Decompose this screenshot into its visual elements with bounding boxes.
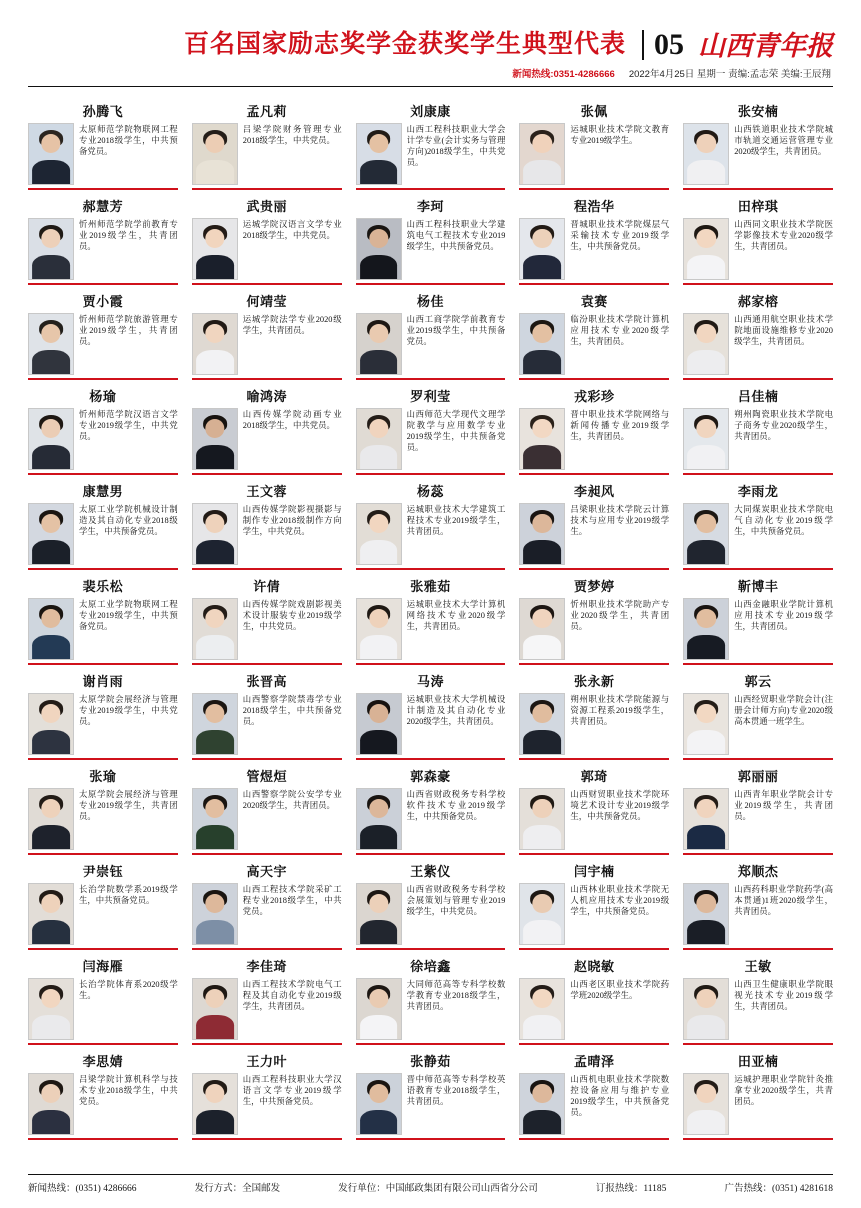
student-name: 贾小霞 (82, 294, 124, 309)
student-name: 郑顺杰 (737, 864, 779, 879)
student-name: 李珂 (416, 199, 444, 214)
card-underline (519, 568, 669, 570)
student-description: 山西同文职业技术学院医学影像技术专业2020级学生，共青团员。 (734, 220, 833, 252)
student-description: 山西传媒学院动画专业2018级学生，中共党员。 (242, 410, 342, 431)
card-underline (356, 948, 506, 950)
student-card (356, 1051, 506, 1140)
card-underline (192, 378, 342, 380)
student-name: 徐培鑫 (410, 959, 451, 974)
card-underline (683, 473, 833, 475)
student-name: 郝慧芳 (82, 199, 124, 214)
card-underline (356, 758, 506, 760)
student-photo (192, 598, 238, 660)
footer-subscribe: 订报热线：11185 (595, 1184, 667, 1194)
masthead-divider (28, 86, 833, 87)
student-photo (192, 218, 238, 280)
student-description: 吕梁学院计算机科学与技术专业2018级学生，中共党员。 (79, 1075, 178, 1107)
student-description: 忻州职业技术学院助产专业2020级学生，共青团员。 (570, 600, 670, 632)
student-card (28, 1051, 178, 1140)
student-card (192, 291, 342, 380)
card-underline (192, 663, 342, 665)
student-name: 靳博丰 (737, 579, 779, 594)
card-underline (192, 1043, 342, 1045)
issue-meta: 2022年4月25日 星期一 责编:孟志荣 美编:王辰翔 (628, 69, 831, 80)
student-card (519, 291, 669, 380)
student-photo (356, 598, 402, 660)
student-name: 戎彩珍 (574, 389, 615, 404)
student-photo (683, 598, 729, 660)
student-card (192, 196, 342, 285)
student-description: 山西省财政税务专科学校会展策划与管理专业2019级学生，中共党员。 (406, 885, 506, 917)
student-card (519, 196, 669, 285)
card-underline (356, 378, 506, 380)
student-description: 朔州职业技术学院能源与资源工程系2019级学生，共青团员。 (570, 695, 670, 727)
card-underline (28, 473, 178, 475)
student-card (356, 196, 506, 285)
student-card (28, 291, 178, 380)
student-photo (356, 218, 402, 280)
student-photo (519, 693, 565, 755)
footer-ads: 广告热线：(0351) 4281618 (724, 1184, 833, 1194)
student-card (192, 766, 342, 855)
student-description: 山西药科职业学院药学(高本贯通)1班2020级学生，共青团员。 (734, 885, 833, 917)
student-photo (28, 408, 74, 470)
student-name: 裴乐松 (82, 579, 124, 594)
student-card (519, 1051, 669, 1140)
card-underline (519, 663, 669, 665)
student-name: 尹崇钰 (82, 864, 124, 879)
student-card (683, 481, 833, 570)
student-card (683, 861, 833, 950)
card-underline (356, 1043, 506, 1045)
student-name: 孟晴泽 (574, 1054, 615, 1069)
student-description: 山西工程科技职业大学会计学专业(会计实务与管理方向)2018级学生，中共党员。 (406, 125, 506, 168)
card-underline (519, 948, 669, 950)
student-name: 武贵丽 (246, 199, 287, 214)
student-photo (356, 693, 402, 755)
student-description: 运城职业技术大学建筑工程技术专业2019级学生，共青团员。 (406, 505, 506, 537)
student-name: 孙腾飞 (82, 104, 124, 119)
student-card (28, 861, 178, 950)
student-name: 张永新 (574, 674, 615, 689)
student-description: 晋中师范高等专科学校英语教育专业2018级学生，共青团员。 (406, 1075, 506, 1107)
student-description: 晋中职业技术学院网络与新闻传播专业2019级学生，共青团员。 (570, 410, 670, 442)
student-description: 临汾职业技术学院计算机应用技术专业2020级学生，共青团员。 (570, 315, 670, 347)
student-card (192, 386, 342, 475)
student-card (683, 291, 833, 380)
student-name: 张静茹 (410, 1054, 451, 1069)
footer-distribution: 发行方式：全国邮发 (194, 1184, 281, 1194)
student-photo (192, 978, 238, 1040)
student-photo (28, 598, 74, 660)
student-name: 刘康康 (410, 104, 451, 119)
student-card (356, 956, 506, 1045)
student-card (519, 481, 669, 570)
student-description: 运城职业技术大学机械设计制造及其自动化专业2020级学生，共青团员。 (406, 695, 506, 727)
student-photo (192, 123, 238, 185)
student-photo (28, 978, 74, 1040)
student-photo (683, 503, 729, 565)
student-description: 运城职业技术大学计算机网络技术专业2020级学生，共青团员。 (406, 600, 506, 632)
card-underline (28, 853, 178, 855)
card-underline (683, 1138, 833, 1140)
card-underline (683, 378, 833, 380)
student-photo (519, 598, 565, 660)
student-photo (356, 313, 402, 375)
student-photo (28, 313, 74, 375)
card-underline (192, 948, 342, 950)
student-name: 张安楠 (737, 104, 779, 119)
card-underline (356, 283, 506, 285)
student-description: 运城学院汉语言文学专业2018级学生，中共党员。 (242, 220, 342, 241)
student-photo (356, 123, 402, 185)
student-photo (683, 313, 729, 375)
student-description: 山西铁道职业技术学院城市轨道交通运营管理专业2020级学生，共青团员。 (734, 125, 833, 157)
card-underline (683, 283, 833, 285)
student-name: 张佩 (580, 104, 608, 119)
card-underline (28, 378, 178, 380)
student-description: 朔州陶瓷职业技术学院电子商务专业2020级学生，共青团员。 (734, 410, 833, 442)
student-description: 山西传媒学院戏剧影视美术设计服装专业2019级学生，中共党员。 (242, 600, 342, 632)
student-photo (28, 123, 74, 185)
student-card (28, 671, 178, 760)
student-card (519, 386, 669, 475)
student-name: 张晋高 (246, 674, 287, 689)
student-photo (519, 1073, 565, 1135)
student-photo (28, 503, 74, 565)
student-name: 王力叶 (246, 1054, 287, 1069)
card-underline (192, 473, 342, 475)
page-title: 百名国家励志奖学金获奖学生典型代表 (183, 31, 626, 58)
card-underline (519, 188, 669, 190)
card-underline (683, 1043, 833, 1045)
student-name: 喻鸿涛 (246, 389, 287, 404)
card-underline (28, 948, 178, 950)
student-photo (683, 978, 729, 1040)
student-description: 忻州师范学院旅游管理专业2019级学生，共青团员。 (79, 315, 178, 347)
student-card (356, 861, 506, 950)
student-description: 山西卫生健康职业学院眼视光技术专业2019级学生，共青团员。 (734, 980, 833, 1012)
card-underline (519, 378, 669, 380)
student-card (519, 671, 669, 760)
student-photo (519, 978, 565, 1040)
student-card (683, 956, 833, 1045)
student-description: 大同煤炭职业技术学院电气自动化专业2019级学生，中共预备党员。 (734, 505, 833, 537)
student-description: 长治学院数学系2019级学生，中共预备党员。 (79, 885, 178, 906)
student-name: 高天宇 (246, 864, 287, 879)
student-description: 山西经贸职业学院会计(注册会计师方向)专业2020级高本贯通一班学生。 (734, 695, 833, 727)
student-photo (28, 218, 74, 280)
student-name: 王敏 (744, 959, 772, 974)
card-underline (356, 188, 506, 190)
student-description: 山西警察学院公安学专业2020级学生，共青团员。 (242, 790, 342, 811)
student-description: 太原工业学院机械设计制造及其自动化专业2018级学生，中共预备党员。 (79, 505, 178, 537)
student-name: 孟凡莉 (246, 104, 287, 119)
student-card (192, 956, 342, 1045)
card-underline (28, 568, 178, 570)
student-photo (192, 313, 238, 375)
page-footer (28, 1174, 833, 1194)
student-name: 罗利莹 (410, 389, 451, 404)
student-name: 吕佳楠 (737, 389, 779, 404)
student-card (356, 766, 506, 855)
student-name: 王文蓉 (246, 484, 287, 499)
card-underline (356, 663, 506, 665)
student-card (683, 766, 833, 855)
student-card (356, 386, 506, 475)
card-underline (683, 853, 833, 855)
student-card (683, 386, 833, 475)
student-name: 何靖莹 (246, 294, 287, 309)
student-card (192, 481, 342, 570)
card-underline (683, 568, 833, 570)
student-card (28, 101, 178, 190)
student-card (519, 861, 669, 950)
student-photo (28, 693, 74, 755)
paper-name: 山西青年报 (698, 31, 833, 61)
student-card (28, 196, 178, 285)
student-description: 长治学院体育系2020级学生。 (79, 980, 178, 1001)
student-photo (519, 408, 565, 470)
student-photo (192, 883, 238, 945)
masthead-subline (28, 66, 833, 80)
student-description: 吕梁学院财务管理专业2018级学生，中共党员。 (242, 125, 342, 146)
news-hotline: 新闻热线:0351-4286666 (512, 69, 615, 80)
student-card (683, 101, 833, 190)
student-description: 太原学院会展经济与管理专业2019级学生，中共党员。 (79, 695, 178, 727)
footer-issuer: 发行单位：中国邮政集团有限公司山西省分公司 (338, 1184, 538, 1194)
card-underline (519, 283, 669, 285)
card-underline (519, 1043, 669, 1045)
card-underline (28, 1043, 178, 1045)
student-photo (683, 883, 729, 945)
card-underline (356, 853, 506, 855)
student-name: 杨蕊 (416, 484, 444, 499)
card-underline (519, 758, 669, 760)
student-card (356, 291, 506, 380)
student-card (192, 576, 342, 665)
card-underline (683, 948, 833, 950)
student-description: 太原工业学院物联网工程专业2019级学生，中共预备党员。 (79, 600, 178, 632)
card-underline (356, 1138, 506, 1140)
student-name: 李昶风 (574, 484, 615, 499)
student-description: 山西通用航空职业技术学院地面设施维修专业2020级学生，共青团员。 (734, 315, 833, 347)
student-card (519, 956, 669, 1045)
student-name: 杨瑜 (89, 389, 117, 404)
student-photo (28, 788, 74, 850)
student-name: 闫海雁 (82, 959, 124, 974)
student-card (683, 1051, 833, 1140)
student-card (683, 671, 833, 760)
card-underline (192, 853, 342, 855)
student-card (28, 766, 178, 855)
student-name: 王紫仪 (410, 864, 451, 879)
student-photo (28, 1073, 74, 1135)
student-photo (192, 503, 238, 565)
student-description: 忻州师范学院学前教育专业2019级学生，共青团员。 (79, 220, 178, 252)
student-name: 许倩 (253, 579, 281, 594)
student-name: 郭云 (744, 674, 772, 689)
student-photo (683, 788, 729, 850)
student-description: 山西工程科技职业大学建筑电气工程技术专业2019级学生，中共预备党员。 (406, 220, 506, 252)
student-name: 谢肖雨 (82, 674, 124, 689)
student-description: 山西工程技术学院电气工程及其自动化专业2019级学生，共青团员。 (242, 980, 342, 1012)
student-name: 闫宇楠 (574, 864, 615, 879)
student-description: 山西工程技术学院采矿工程专业2018级学生，中共党员。 (242, 885, 342, 917)
student-photo (356, 978, 402, 1040)
student-name: 李佳琦 (246, 959, 287, 974)
student-name: 郭琦 (580, 769, 608, 784)
card-underline (28, 663, 178, 665)
student-name: 康慧男 (82, 484, 124, 499)
student-card (192, 101, 342, 190)
card-underline (683, 663, 833, 665)
student-description: 太原师范学院物联网工程专业2018级学生，中共预备党员。 (79, 125, 178, 157)
student-photo (519, 788, 565, 850)
student-description: 大同师范高等专科学校数学教育专业2018级学生，共青团员。 (406, 980, 506, 1012)
student-description: 山西工程科技职业大学汉语言文学专业2019级学生，中共预备党员。 (242, 1075, 342, 1107)
card-underline (519, 853, 669, 855)
card-underline (192, 568, 342, 570)
student-card (192, 1051, 342, 1140)
student-description: 吕梁职业技术学院云计算技术与应用专业2019级学生。 (570, 505, 670, 537)
student-name: 张雅茹 (410, 579, 451, 594)
student-description: 忻州师范学院汉语言文学专业2019级学生，中共党员。 (79, 410, 178, 442)
card-underline (192, 188, 342, 190)
student-photo (519, 313, 565, 375)
student-photo (683, 408, 729, 470)
student-name: 程浩华 (574, 199, 615, 214)
student-card (192, 671, 342, 760)
student-card (683, 576, 833, 665)
student-description: 运城职业技术学院文教育专业2019级学生。 (570, 125, 670, 146)
card-underline (683, 188, 833, 190)
footer-divider (28, 1174, 833, 1175)
card-underline (356, 473, 506, 475)
student-grid (28, 101, 833, 1140)
card-underline (192, 283, 342, 285)
student-description: 山西老区职业技术学院药学班2020级学生。 (570, 980, 670, 1001)
student-photo (683, 123, 729, 185)
student-photo (356, 883, 402, 945)
student-name: 郭森豪 (410, 769, 451, 784)
masthead (28, 0, 833, 60)
student-photo (192, 408, 238, 470)
student-description: 晋城职业技术学院煤层气采输技术专业2019级学生，中共预备党员。 (570, 220, 670, 252)
student-photo (683, 693, 729, 755)
student-photo (28, 883, 74, 945)
student-card (519, 101, 669, 190)
student-name: 管煜烜 (246, 769, 287, 784)
student-card (192, 861, 342, 950)
student-description: 山西青年职业学院会计专业2019级学生，共青团员。 (734, 790, 833, 822)
student-description: 山西金融职业学院计算机应用技术专业2019级学生，共青团员。 (734, 600, 833, 632)
student-card (28, 386, 178, 475)
student-description: 山西林业职业技术学院无人机应用技术专业2019级学生，中共预备党员。 (570, 885, 670, 917)
student-card (356, 576, 506, 665)
student-card (28, 956, 178, 1045)
student-card (28, 576, 178, 665)
student-name: 袁赛 (580, 294, 608, 309)
student-card (356, 671, 506, 760)
footer-hotline: 新闻热线：(0351) 4286666 (28, 1184, 137, 1194)
student-card (28, 481, 178, 570)
student-photo (192, 693, 238, 755)
student-card (519, 766, 669, 855)
student-card (356, 101, 506, 190)
card-underline (356, 568, 506, 570)
card-underline (192, 758, 342, 760)
student-name: 郭丽丽 (737, 769, 779, 784)
student-photo (356, 1073, 402, 1135)
student-name: 李思婧 (82, 1054, 124, 1069)
student-description: 山西机电职业技术学院数控设备应用与维护专业2019级学生，中共预备党员。 (570, 1075, 670, 1118)
card-underline (519, 1138, 669, 1140)
student-name: 贾梦婷 (574, 579, 615, 594)
student-card (356, 481, 506, 570)
student-description: 运城护理职业学院针灸推拿专业2020级学生，共青团员。 (734, 1075, 833, 1107)
student-photo (519, 123, 565, 185)
student-description: 山西省财政税务专科学校软件技术专业2019级学生，中共预备党员。 (406, 790, 506, 822)
student-description: 山西警察学院禁毒学专业2018级学生，中共预备党员。 (242, 695, 342, 727)
student-name: 李雨龙 (737, 484, 779, 499)
student-photo (683, 1073, 729, 1135)
card-underline (28, 758, 178, 760)
student-name: 马涛 (416, 674, 444, 689)
student-name: 张瑜 (89, 769, 117, 784)
student-name: 赵晓敏 (574, 959, 615, 974)
student-description: 太原学院会展经济与管理专业2019级学生，共青团员。 (79, 790, 178, 822)
student-name: 郝家榕 (737, 294, 779, 309)
student-photo (356, 503, 402, 565)
student-name: 田亚楠 (737, 1054, 779, 1069)
card-underline (28, 188, 178, 190)
student-photo (683, 218, 729, 280)
student-photo (519, 503, 565, 565)
student-description: 运城学院法学专业2020级学生，共青团员。 (242, 315, 342, 336)
student-description: 山西传媒学院影视摄影与制作专业2018级制作方向学生，中共党员。 (242, 505, 342, 537)
student-photo (356, 408, 402, 470)
card-underline (192, 1138, 342, 1140)
student-photo (356, 788, 402, 850)
student-name: 田梓琪 (737, 199, 779, 214)
page-number: 05 (642, 30, 684, 60)
student-name: 杨佳 (416, 294, 444, 309)
student-card (519, 576, 669, 665)
student-photo (192, 788, 238, 850)
student-photo (519, 883, 565, 945)
card-underline (519, 473, 669, 475)
student-photo (519, 218, 565, 280)
student-description: 山西师范大学现代文理学院教学与应用数学专业2019级学生，中共预备党员。 (406, 410, 506, 453)
student-description: 山西财贸职业技术学院环境艺术设计专业2019级学生，中共预备党员。 (570, 790, 670, 822)
card-underline (683, 758, 833, 760)
card-underline (28, 1138, 178, 1140)
student-photo (192, 1073, 238, 1135)
student-card (683, 196, 833, 285)
card-underline (28, 283, 178, 285)
student-description: 山西工商学院学前教育专业2019级学生，中共预备党员。 (406, 315, 506, 347)
